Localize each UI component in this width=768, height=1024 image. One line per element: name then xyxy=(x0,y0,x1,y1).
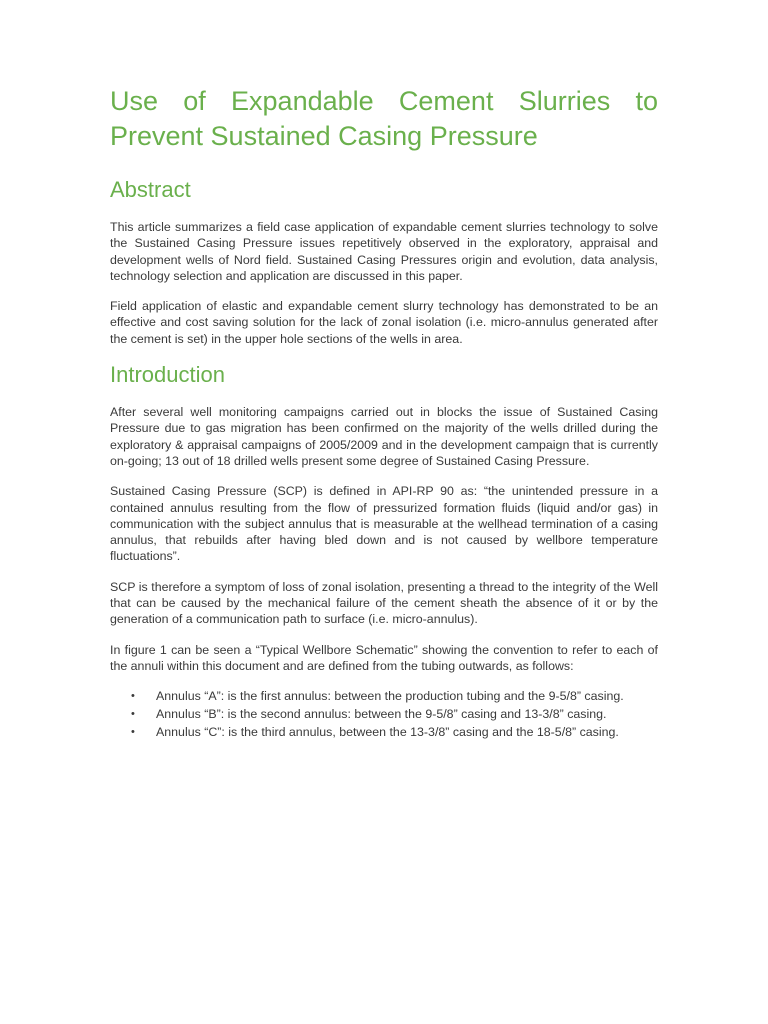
document-page xyxy=(110,0,658,741)
list-item-text: Annulus “B”: is the second annulus: between the 9-5/8” casing and 13-3/8” casing. xyxy=(156,707,607,722)
bullet-icon: • xyxy=(131,726,135,739)
abstract-heading: Abstract xyxy=(110,177,191,202)
list-item xyxy=(110,723,658,741)
document-title: Use of Expandable Cement Slurries to Prevent Sustained Casing Pressure xyxy=(110,86,658,151)
list-item-text: Annulus “C”: is the third annulus, between the 13-3/8” casing and the 18-5/8” casing. xyxy=(156,725,619,740)
introduction-paragraph-2: Sustained Casing Pressure (SCP) is defined in API-RP 90 as: “the unintended pressure in a contained annulus resulting from the flow of pressurized formation fluids (liquid and/or gas) in communication with the subject annulus that is measurable at the wellhead termination of a casing annulus, that rebuilds after having bled down and is not caused by wellbore temperature fluctuations”. xyxy=(110,484,658,564)
list-item xyxy=(110,687,658,705)
list-item xyxy=(110,705,658,723)
abstract-paragraph-1: This article summarizes a field case application of expandable cement slurries technology to solve the Sustained Casing Pressure issues repetitively observed in the exploratory, appraisal and development wells of Nord field. Sustained Casing Pressures origin and evolution, data analysis, technology selection and application are discussed in this paper. xyxy=(110,220,658,283)
introduction-paragraph-4: In figure 1 can be seen a “Typical Wellbore Schematic” showing the convention to refer to each of the annuli within this document and are defined from the tubing outwards, as follows: xyxy=(110,642,658,673)
introduction-paragraph-3: SCP is therefore a symptom of loss of zonal isolation, presenting a thread to the integrity of the Well that can be caused by the mechanical failure of the cement sheath the absence of it or by the generation of a communication path to surface (i.e. micro-annulus). xyxy=(110,579,658,627)
introduction-paragraph-1: After several well monitoring campaigns carried out in blocks the issue of Sustained Casing Pressure due to gas migration has been confirmed on the majority of the wells drilled during the exploratory & appraisal campaigns of 2005/2009 and in the development campaign that is currently on-going; 13 out of 18 drilled wells present some degree of Sustained Casing Pressure. xyxy=(110,405,658,468)
annulus-list xyxy=(110,687,658,741)
abstract-paragraph-2: Field application of elastic and expandable cement slurry technology has demonstrated to be an effective and cost saving solution for the lack of zonal isolation (i.e. micro-annulus generated after the cement is set) in the upper hole sections of the wells in area. xyxy=(110,299,658,346)
bullet-icon: • xyxy=(131,708,135,721)
list-item-text: Annulus “A”: is the first annulus: between the production tubing and the 9-5/8” casing. xyxy=(156,689,624,704)
introduction-heading: Introduction xyxy=(110,362,225,388)
bullet-icon: • xyxy=(131,690,135,703)
